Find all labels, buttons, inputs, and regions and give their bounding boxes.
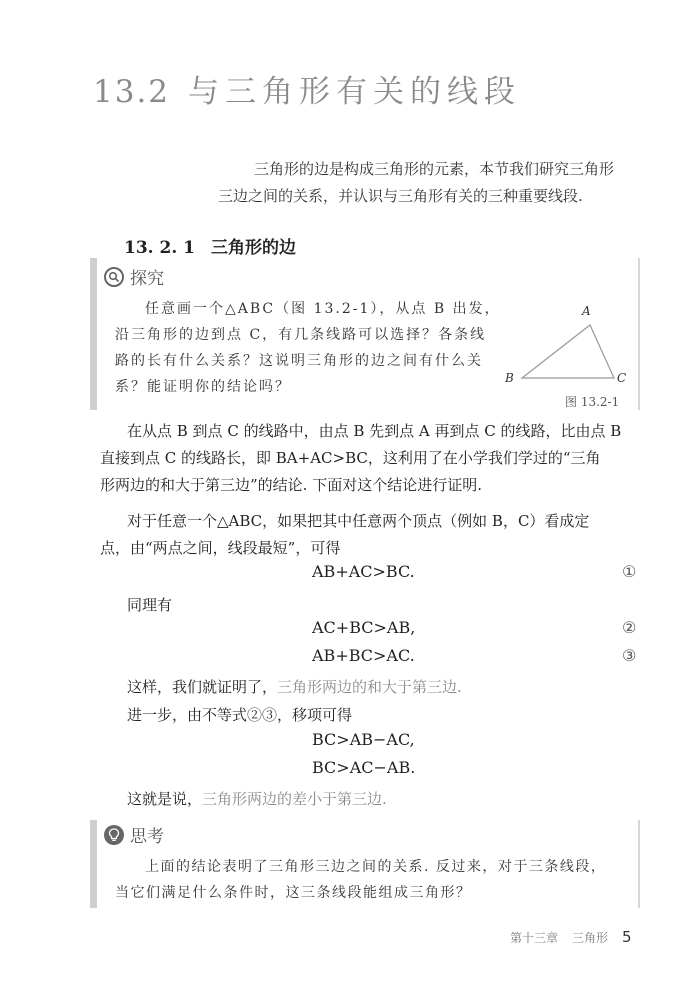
body-line: 进一步，由不等式②③，移项可得 [127,706,353,724]
explore-label: 探究 [130,269,164,289]
triangle-diagram [505,300,635,395]
think-header [104,822,164,847]
explore-text [115,296,515,400]
equation-5: BC>AC−AB. [312,758,416,777]
conclusion-2 [100,786,640,813]
conclusion-prefix: 这样，我们就证明了， [127,678,278,696]
conclusion-1 [100,674,640,701]
explore-line: 路的长有什么关系？这说明三角形的边之间有什么关 [115,353,483,369]
body-para-1 [100,418,640,499]
box-bar [90,258,97,410]
body-line: 对于任意一个△ABC，如果把其中任意两个顶点（例如 B，C）看成定 [127,512,590,530]
svg-text:A: A [582,304,591,318]
page-number: 5 [622,928,632,946]
body-line: 形两边的和大于第三边”的结论. 下面对这个结论进行证明. [100,476,482,494]
think-box [90,820,640,908]
lightbulb-icon [104,825,124,845]
subsection-number: 13. 2. 1 [124,238,195,258]
subsection-title: 三角形的边 [211,238,296,258]
body-line: 点，由“两点之间，线段最短”，可得 [100,539,341,557]
equation-1: AB+AC>BC. [312,562,415,581]
body-line: 在从点 B 到点 C 的线路中，由点 B 先到点 A 再到点 C 的线路，比由点 B [127,422,622,440]
explore-line: 沿三角形的边到点 C，有几条线路可以选择？各条线 [115,327,487,343]
box-bar [90,820,97,908]
explore-line: 系？能证明你的结论吗？ [115,379,291,395]
subsection-heading [124,233,296,258]
explore-header [104,264,164,289]
svg-text:C: C [617,371,627,385]
theorem-highlight: 三角形两边的和大于第三边. [277,678,462,696]
think-text [115,854,645,906]
think-line: 当它们满足什么条件时，这三条线段能组成三角形？ [115,885,472,901]
theorem-highlight: 三角形两边的差小于第三边. [202,790,387,808]
equation-number-3: ③ [622,646,637,665]
further-line [100,702,640,729]
explore-line: 任意画一个△ABC（图 13.2-1），从点 B 出发， [145,301,501,317]
section-title [93,66,521,111]
equation-4: BC>AB−AC, [312,730,415,749]
equation-number-1: ① [622,562,637,581]
figure-caption: 图 13.2-1 [565,395,620,409]
intro-line: 三边之间的关系，并认识与三角形有关的三种重要线段. [218,187,583,205]
similarly-line [100,592,640,619]
page-footer [510,928,632,946]
intro-line: 三角形的边是构成三角形的元素，本节我们研究三角形 [254,160,615,178]
body-line: 直接到点 C 的线路长，即 BA+AC>BC，这利用了在小学我们学过的“三角 [100,449,601,467]
think-line: 上面的结论表明了三角形三边之间的关系. 反过来，对于三条线段， [145,859,607,875]
conclusion-prefix: 这就是说， [127,790,203,808]
equation-2: AC+BC>AB, [312,618,416,637]
section-number: 13.2 [93,74,171,110]
intro-paragraph [218,156,648,210]
footer-chapter: 第十三章 [510,931,559,945]
svg-text:B: B [505,371,514,385]
figure-triangle [505,300,635,410]
magnifier-icon [104,267,124,287]
footer-chapter-title: 三角形 [572,931,609,945]
equation-number-2: ② [622,618,637,637]
section-title-text: 与三角形有关的线段 [188,74,522,110]
equation-3: AB+BC>AC. [312,646,415,665]
body-para-2 [100,508,640,562]
body-line: 同理有 [127,596,173,614]
think-label: 思考 [130,827,164,847]
